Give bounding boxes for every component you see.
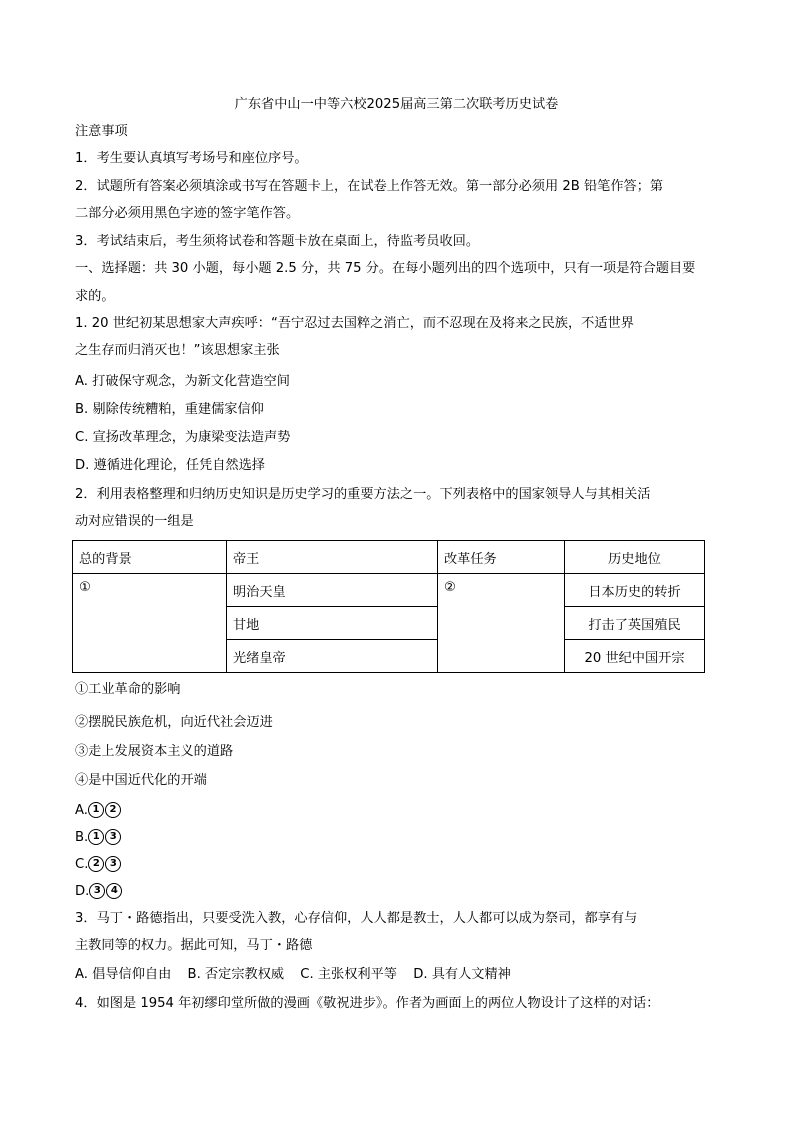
q2-note-1: ①工业革命的影响	[75, 682, 181, 697]
q3-stem-cont: 主教同等的权力。据此可知，马丁・路德	[75, 938, 313, 953]
notice-heading: 注意事项	[75, 124, 128, 139]
q3-stem: 3．马丁・路德指出，只要受洗入教，心存信仰，人人都是教士，人人都可以成为祭司，都享有与	[75, 911, 638, 926]
circled-number: 3	[105, 829, 121, 845]
notice-item-1: 1．考生要认真填写考场号和座位序号。	[75, 151, 308, 166]
table-row	[73, 574, 705, 607]
circled-number: 2	[88, 856, 104, 872]
table-header-cell: 历史地位	[565, 541, 705, 574]
q2-note-2: ②摆脱民族危机，向近代社会迈进	[75, 715, 273, 730]
q3-option-c: C. 主张权利平等	[300, 967, 397, 982]
q1-option-a: A. 打破保守观念，为新文化营造空间	[75, 374, 290, 389]
circled-number: 1	[88, 829, 104, 845]
table-cell-status: 日本历史的转折	[565, 574, 705, 607]
table-cell-emperor: 甘地	[227, 607, 438, 640]
q3-option-d: D. 具有人文精神	[413, 967, 511, 982]
exam-title: 广东省中山一中等六校2025届高三第二次联考历史试卷	[234, 97, 559, 112]
q2-note-4: ④是中国近代化的开端	[75, 773, 207, 788]
table-cell-task: ②	[438, 574, 565, 673]
table-header-cell: 改革任务	[438, 541, 565, 574]
notice-item-2: 2．试题所有答案必须填涂或书写在答题卡上，在试卷上作答无效。第一部分必须用 2B 铅笔作答；第	[75, 179, 664, 194]
circled-number: 4	[106, 883, 122, 899]
table-header-row	[73, 541, 705, 574]
q2-note-3: ③走上发展资本主义的道路	[75, 744, 234, 759]
q3-option-b: B. 否定宗教权威	[187, 967, 285, 982]
q2-option-b	[75, 829, 122, 847]
q2-option-c	[75, 856, 122, 874]
q2-option-d	[75, 883, 123, 901]
q1-stem-cont: 之生存而归消灭也！”该思想家主张	[75, 343, 280, 358]
section-header-cont: 求的。	[75, 289, 115, 304]
table-cell-status: 20 世纪中国开宗	[565, 640, 705, 673]
q1-option-c: C. 宣扬改革理念，为康梁变法造声势	[75, 430, 291, 445]
q1-stem: 1. 20 世纪初某思想家大声疾呼：“吾宁忍过去国粹之消亡，而不忍现在及将来之民族，不适世界	[75, 316, 634, 331]
notice-item-2-cont: 二部分必须用黑色字迹的签字笔作答。	[75, 206, 300, 221]
table-header-cell: 总的背景	[73, 541, 227, 574]
q2-stem: 2．利用表格整理和归纳历史知识是历史学习的重要方法之一。下列表格中的国家领导人与其相关活	[75, 487, 651, 502]
q3-option-a: A. 倡导信仰自由	[75, 967, 172, 982]
option-letter: A.	[75, 803, 88, 818]
circled-number: 2	[105, 802, 121, 818]
q2-table	[72, 540, 705, 673]
q3-options	[75, 966, 523, 984]
q1-option-d: D. 遵循进化理论，任凭自然选择	[75, 458, 265, 473]
option-letter: C.	[75, 857, 89, 872]
table-cell-emperor: 明治天皇	[227, 574, 438, 607]
notice-item-3: 3．考试结束后，考生须将试卷和答题卡放在桌面上，待监考员收回。	[75, 234, 480, 249]
table-cell-emperor: 光绪皇帝	[227, 640, 438, 673]
q4-stem: 4．如图是 1954 年初缪印堂所做的漫画《敬祝进步》。作者为画面上的两位人物设计了这样的对话：	[75, 996, 660, 1011]
section-header: 一、选择题：共 30 小题，每小题 2.5 分，共 75 分。在每小题列出的四个选项中，只有一项是符合题目要	[75, 261, 696, 276]
q2-option-a	[75, 802, 122, 820]
table-header-cell: 帝王	[227, 541, 438, 574]
circled-number: 3	[105, 856, 121, 872]
option-letter: B.	[75, 830, 89, 845]
q2-stem-cont: 动对应错误的一组是	[75, 514, 194, 529]
circled-number: 3	[89, 883, 105, 899]
q1-option-b: B. 剔除传统糟粕，重建儒家信仰	[75, 402, 264, 417]
table-cell-status: 打击了英国殖民	[565, 607, 705, 640]
option-letter: D.	[75, 884, 90, 899]
table-cell-background: ①	[73, 574, 227, 673]
circled-number: 1	[88, 802, 104, 818]
